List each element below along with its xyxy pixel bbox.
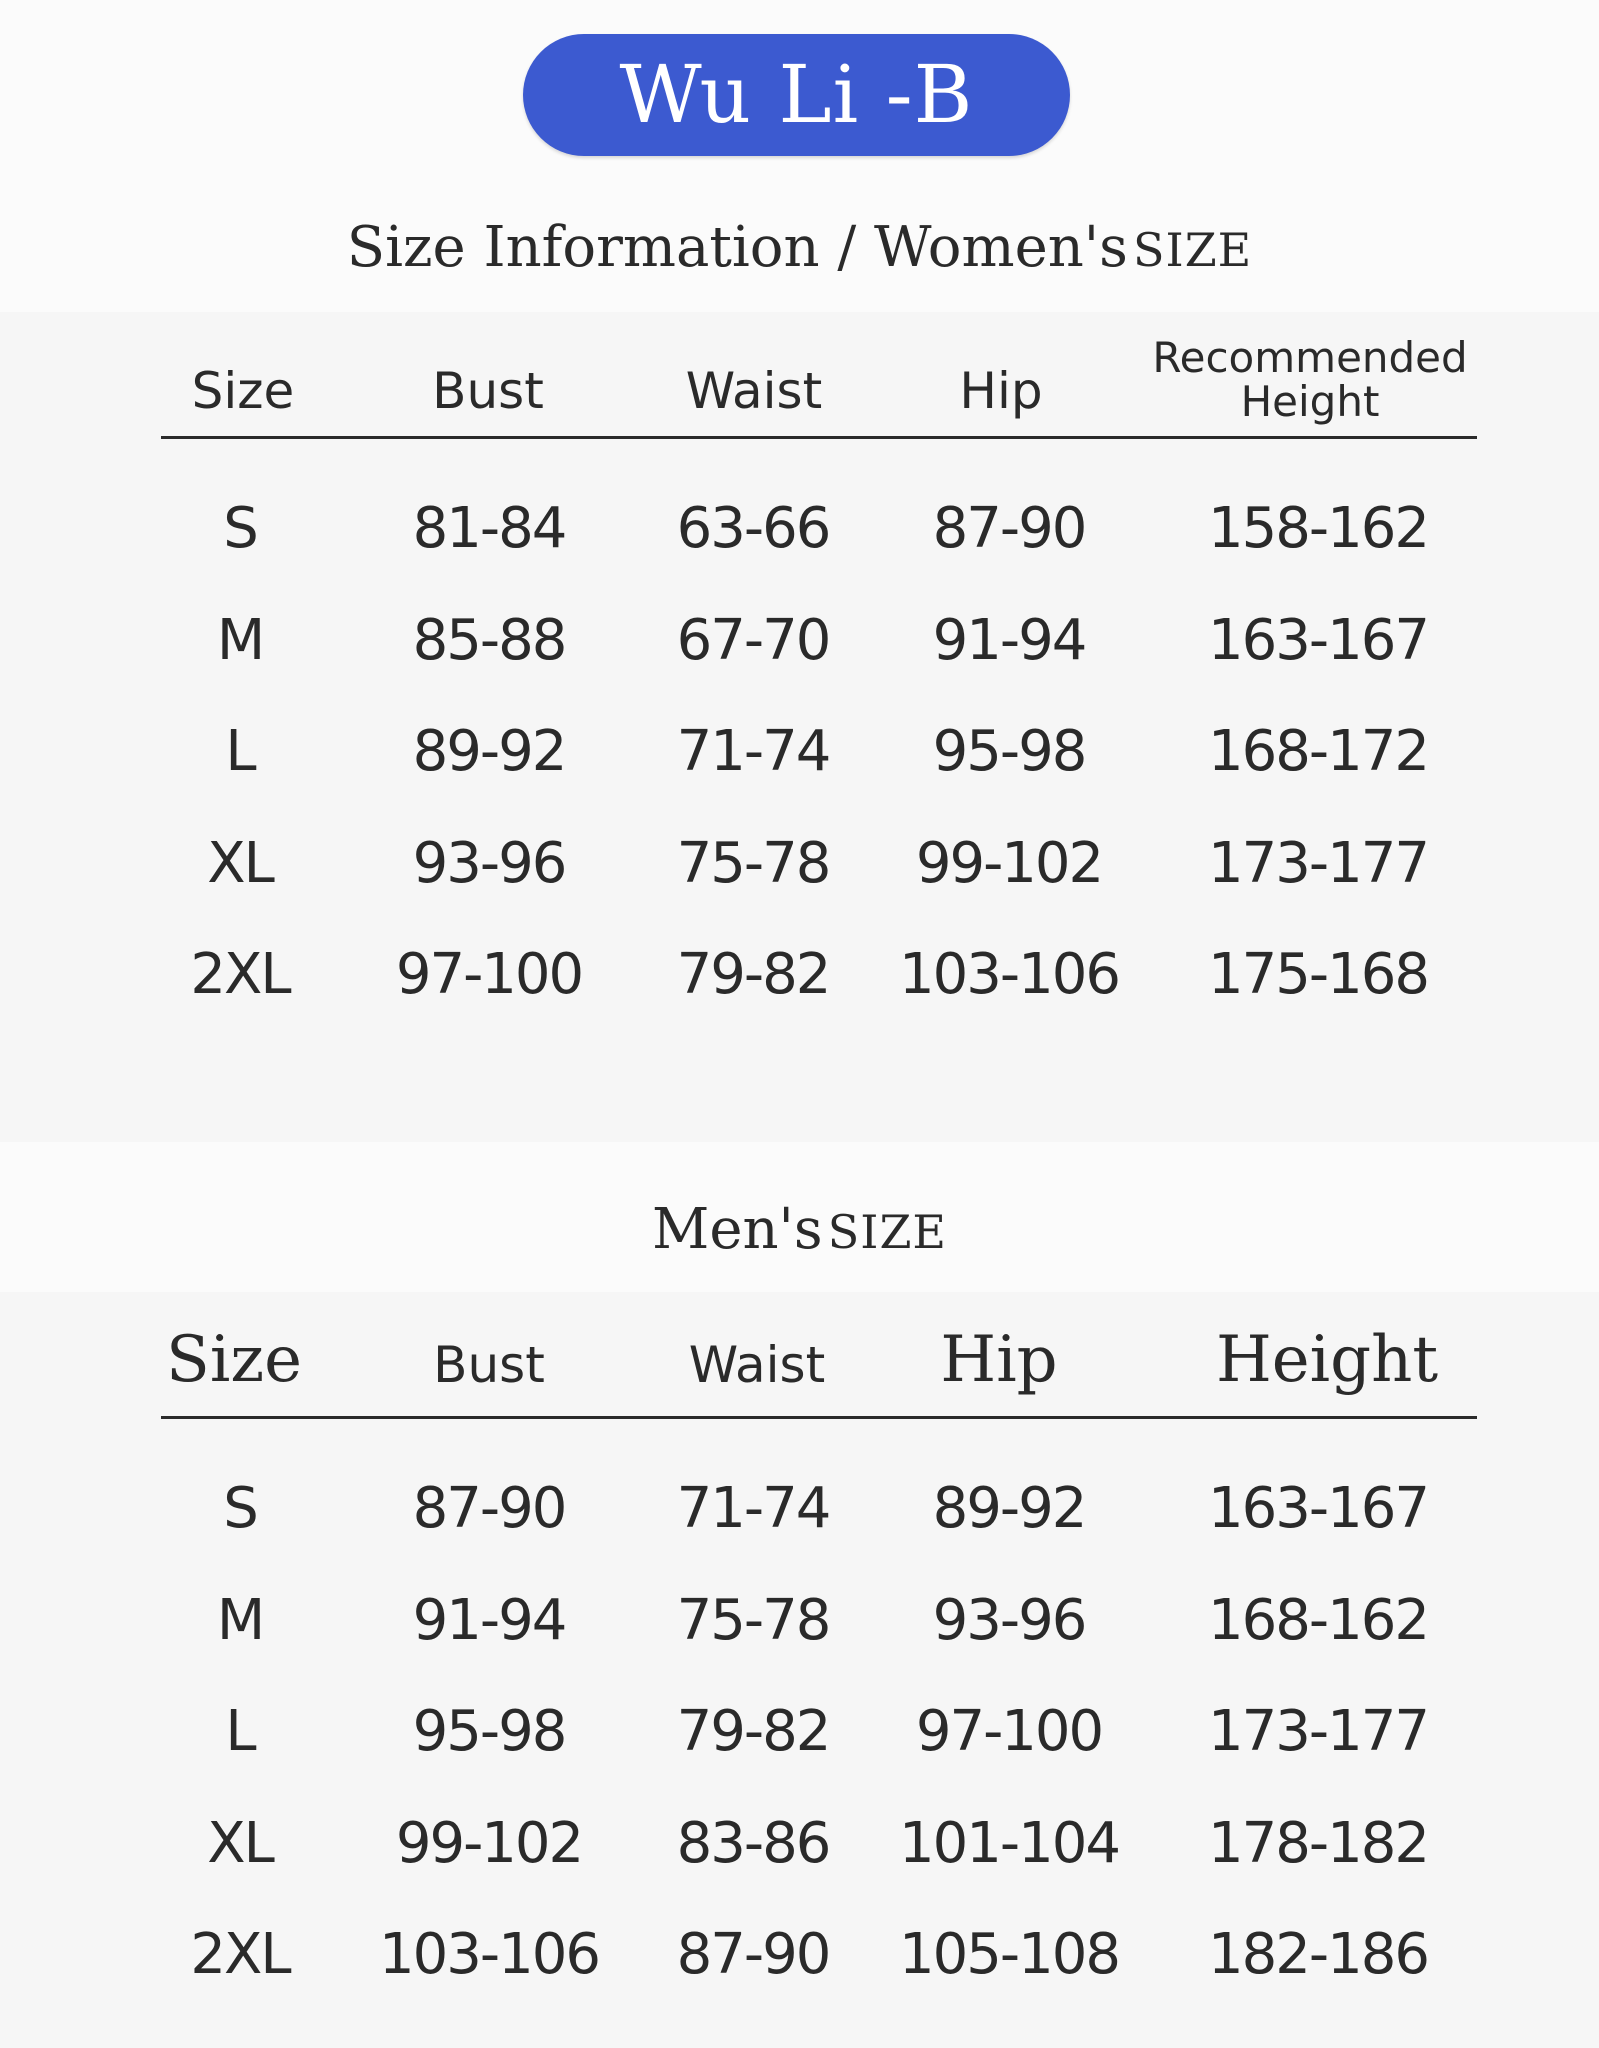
women-row-1-waist: 63-66 [676, 496, 830, 561]
men-row-3-bust: 95-98 [412, 1699, 566, 1764]
women-row-1-hip: 87-90 [932, 496, 1086, 561]
men-row-1-height: 163-167 [1208, 1476, 1428, 1541]
women-row-1-size: S [223, 496, 257, 561]
women-section-title [0, 215, 1599, 280]
women-row-3-waist: 71-74 [676, 719, 830, 784]
women-row-5-waist: 79-82 [676, 942, 830, 1007]
women-header-bust: Bust [432, 362, 544, 420]
men-row-1-hip: 89-92 [932, 1476, 1086, 1541]
women-size-table [0, 312, 1599, 1142]
men-row-1-waist: 71-74 [676, 1476, 830, 1541]
men-row-5-hip: 105-108 [899, 1922, 1119, 1987]
men-header-bust: Bust [433, 1336, 545, 1394]
men-row-4-bust: 99-102 [395, 1810, 583, 1876]
men-row-2-bust: 91-94 [412, 1587, 566, 1653]
women-header-waist: Waist [685, 362, 823, 420]
men-row-3-hip: 97-100 [915, 1699, 1103, 1764]
women-row-4-waist: 75-78 [676, 830, 830, 896]
women-row-2-height: 163-167 [1208, 607, 1428, 673]
women-header-recommended-height [1152, 333, 1468, 426]
men-row-2-size: M [216, 1587, 264, 1653]
women-title-size: SIZE [1133, 223, 1253, 277]
men-size-table [0, 1292, 1599, 2048]
men-row-3-waist: 79-82 [676, 1699, 830, 1764]
women-row-5-size: 2XL [190, 942, 290, 1007]
women-row-4-size: XL [207, 830, 273, 896]
men-row-4-size: XL [207, 1810, 273, 1876]
men-title-size: SIZE [827, 1205, 947, 1259]
women-row-1-height: 158-162 [1208, 496, 1428, 561]
brand-badge [523, 34, 1070, 156]
men-header-size: Size [166, 1323, 302, 1397]
women-row-4-hip: 99-102 [915, 830, 1103, 896]
men-row-1-bust: 87-90 [412, 1476, 566, 1541]
men-row-4-hip: 101-104 [899, 1810, 1119, 1876]
women-row-5-hip: 103-106 [899, 942, 1119, 1007]
women-title-main: Size Information / Women's [346, 215, 1128, 280]
women-row-3-height: 168-172 [1208, 719, 1428, 784]
women-row-2-hip: 91-94 [932, 607, 1086, 673]
women-header-hip: Hip [959, 362, 1043, 420]
women-row-4-height: 173-177 [1208, 830, 1428, 896]
women-row-2-waist: 67-70 [676, 607, 830, 673]
men-row-4-height: 178-182 [1208, 1810, 1428, 1876]
men-header-rule [161, 1416, 1477, 1419]
men-row-5-height: 182-186 [1208, 1922, 1428, 1987]
men-row-2-hip: 93-96 [932, 1587, 1086, 1653]
women-header-height-line2: Height [1240, 377, 1380, 426]
men-row-2-height: 168-162 [1208, 1587, 1428, 1653]
men-row-1-size: S [223, 1476, 257, 1541]
women-header-size: Size [191, 362, 295, 420]
men-header-height: Height [1215, 1323, 1439, 1397]
women-header-rule [161, 436, 1477, 439]
women-row-3-size: L [225, 719, 255, 784]
women-row-4-bust: 93-96 [412, 830, 566, 896]
men-row-5-waist: 87-90 [676, 1922, 830, 1987]
women-row-1-bust: 81-84 [412, 496, 566, 561]
men-section-title [0, 1197, 1599, 1262]
women-row-2-bust: 85-88 [412, 607, 566, 673]
men-title-main: Men's [651, 1197, 823, 1262]
brand-label: Wu Li -B [619, 48, 974, 141]
women-row-3-bust: 89-92 [412, 719, 566, 784]
men-header-waist: Waist [688, 1336, 826, 1394]
men-row-2-waist: 75-78 [676, 1587, 830, 1653]
men-header-hip: Hip [940, 1323, 1058, 1397]
women-row-2-size: M [216, 607, 264, 673]
men-row-4-waist: 83-86 [676, 1810, 830, 1876]
men-row-3-height: 173-177 [1208, 1699, 1428, 1764]
women-header-height-line1: Recommended [1152, 333, 1468, 382]
women-row-3-hip: 95-98 [932, 719, 1086, 784]
women-row-5-bust: 97-100 [395, 942, 583, 1007]
men-row-5-size: 2XL [190, 1922, 290, 1987]
women-row-5-height: 175-168 [1208, 942, 1428, 1007]
men-row-3-size: L [225, 1699, 255, 1764]
men-row-5-bust: 103-106 [379, 1922, 599, 1987]
